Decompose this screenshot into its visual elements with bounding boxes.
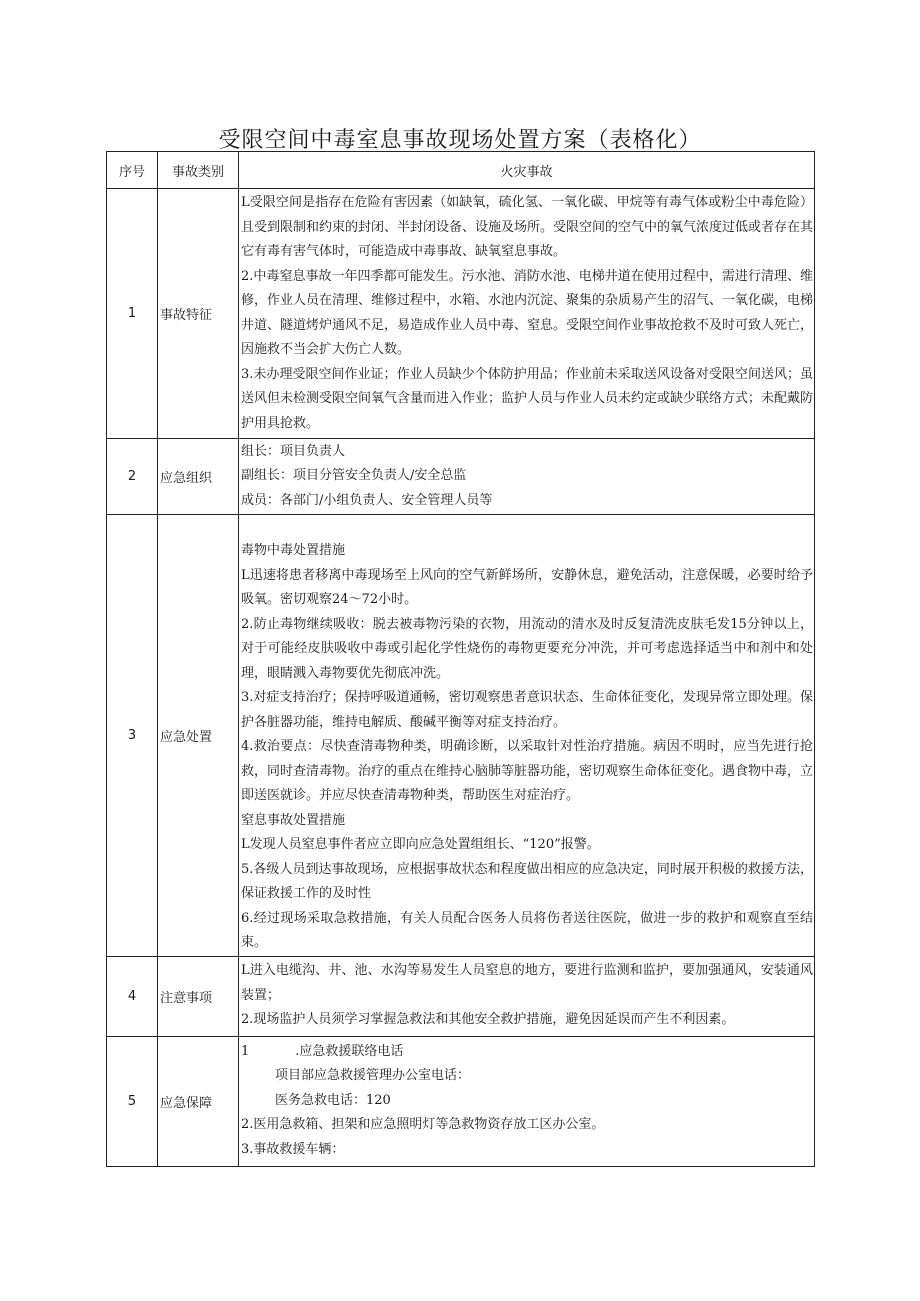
plan-table (106, 151, 815, 1167)
row-no: 2 (107, 439, 158, 515)
row-content (239, 956, 815, 1036)
table-row (107, 956, 815, 1036)
table-row (107, 1036, 815, 1166)
content-line: 医务急救电话：120 (275, 1092, 391, 1108)
row-content (239, 439, 815, 515)
content-line: 成员：各部门/小组负责人、安全管理人员等 (241, 492, 493, 508)
header-no: 序号 (107, 152, 158, 189)
content-line: L进入电缆沟、井、池、水沟等易发生人员窒息的地方，要进行监测和监护，要加强通风，安装通风装置； (241, 963, 813, 1003)
content-line: 窒息事故处置措施 (241, 812, 346, 828)
row-content (239, 189, 815, 439)
row-category: 应急组织 (158, 439, 239, 515)
item-number: 1 (241, 1043, 250, 1059)
row-no: 3 (107, 515, 158, 957)
document-title: 受限空间中毒室息事故现场处置方案（表格化） (218, 128, 702, 153)
row-category: 事故特征 (158, 189, 239, 439)
row-no: 1 (107, 189, 158, 439)
item-text: .应急救援联络电话 (295, 1043, 404, 1059)
content-line: 2.中毒窒息事故一年四季都可能发生。污水池、消防水池、电梯井道在使用过程中，需进行清理、维修，作业人员在清理、维修过程中，水箱、水池内沉淀、聚集的杂质易产生的沼气、一氧化碳，电梯井道、隧道烤炉通风不足，易造成作业人员中毒、窒息。受限空间作业事故抢救不及时可致人死亡，因施救不当会扩大伤亡人数。 (241, 268, 814, 357)
content-line: 副组长：项目分管安全负责人/安全总监 (241, 468, 467, 484)
content-line: 3.对症支持治疗；保持呼吸道通畅，密切观察患者意识状态、生命体征变化，发现异常立即处理。保护各脏器功能，维持电解质、酸碱平衡等对症支持治疗。 (241, 690, 813, 730)
row-content (239, 515, 815, 957)
content-line: 5.各级人员到达事故现场，应根据事故状态和程度做出相应的应急决定，同时展开积极的救援方法，保证救援工作的及时性 (241, 861, 813, 901)
content-line: 3.事故救援车辆： (241, 1141, 345, 1157)
content-line (241, 1040, 813, 1065)
row-category: 应急处置 (158, 515, 239, 957)
content-line: 4.救治要点：尽快查清毒物种类，明确诊断，以采取针对性治疗措施。病因不明时，应当先进行抢救，同时查清毒物。治疗的重点在维持心脑肺等脏器功能，密切观察生命体征变化。遇食物中毒，立即送医就诊。并应尽快查清毒物种类，帮助医生对症治疗。 (241, 739, 814, 803)
table-header-row (107, 152, 815, 189)
table-row (107, 439, 815, 515)
content-line: 2.医用急救箱、担架和应急照明灯等急救物资存放工区办公室。 (241, 1117, 605, 1133)
content-line: 项目部应急救援管理办公室电话： (275, 1068, 471, 1084)
header-content: 火灾事故 (239, 152, 815, 189)
content-line: 2.现场监护人员须学习掌握急救法和其他安全救护措施，避免因延误而产生不利因素。 (241, 1012, 735, 1028)
table-row (107, 515, 815, 957)
content-line: 毒物中毒处置措施 (241, 543, 346, 558)
row-no: 4 (107, 956, 158, 1036)
content-line: L迅速将患者移离中毒现场至上风向的空气新鲜场所，安静休息，避免活动，注意保暖，必要时给予吸氧。密切观察24～72小时。 (241, 567, 813, 607)
row-category: 注意事项 (158, 956, 239, 1036)
table-row (107, 189, 815, 439)
row-content (239, 1036, 815, 1166)
row-no: 5 (107, 1036, 158, 1166)
content-line: 组长：项目负责人 (241, 443, 346, 459)
header-category: 事故类别 (158, 152, 239, 189)
content-line: L发现人员窒息事件者应立即向应急处置组组长、“120”报警。 (241, 837, 600, 852)
content-line: 3.未办理受限空间作业证；作业人员缺少个体防护用品；作业前未采取送风设备对受限空间送风；虽送风但未检测受限空间氧气含量而进入作业；监护人员与作业人员未约定或缺少联络方式；未配戴防护用具抢救。 (241, 366, 814, 431)
content-line: 6.经过现场采取急救措施，有关人员配合医务人员将伤者送往医院，做进一步的救护和观察直至结束。 (241, 910, 813, 950)
content-line: 2.防止毒物继续吸收：脱去被毒物污染的衣物，用流动的清水及时反复清洗皮肤毛发15分钟以上，对于可能经皮肤吸收中毒或引起化学性烧伤的毒物更要充分冲洗，并可考虑选择适当中和剂中和处理，眼睛溅入毒物要优先彻底冲洗。 (241, 616, 813, 681)
row-category: 应急保障 (158, 1036, 239, 1166)
content-line: L受限空间是指存在危险有害因素（如缺氧，硫化氢、一氧化碳、甲烷等有毒气体或粉尘中毒危险）且受到限制和约束的封闭、半封闭设备、设施及场所。受限空间的空气中的氧气浓度过低或者存在其它有毒有害气体时，可能造成中毒事故、缺氧窒息事故。 (241, 195, 814, 259)
